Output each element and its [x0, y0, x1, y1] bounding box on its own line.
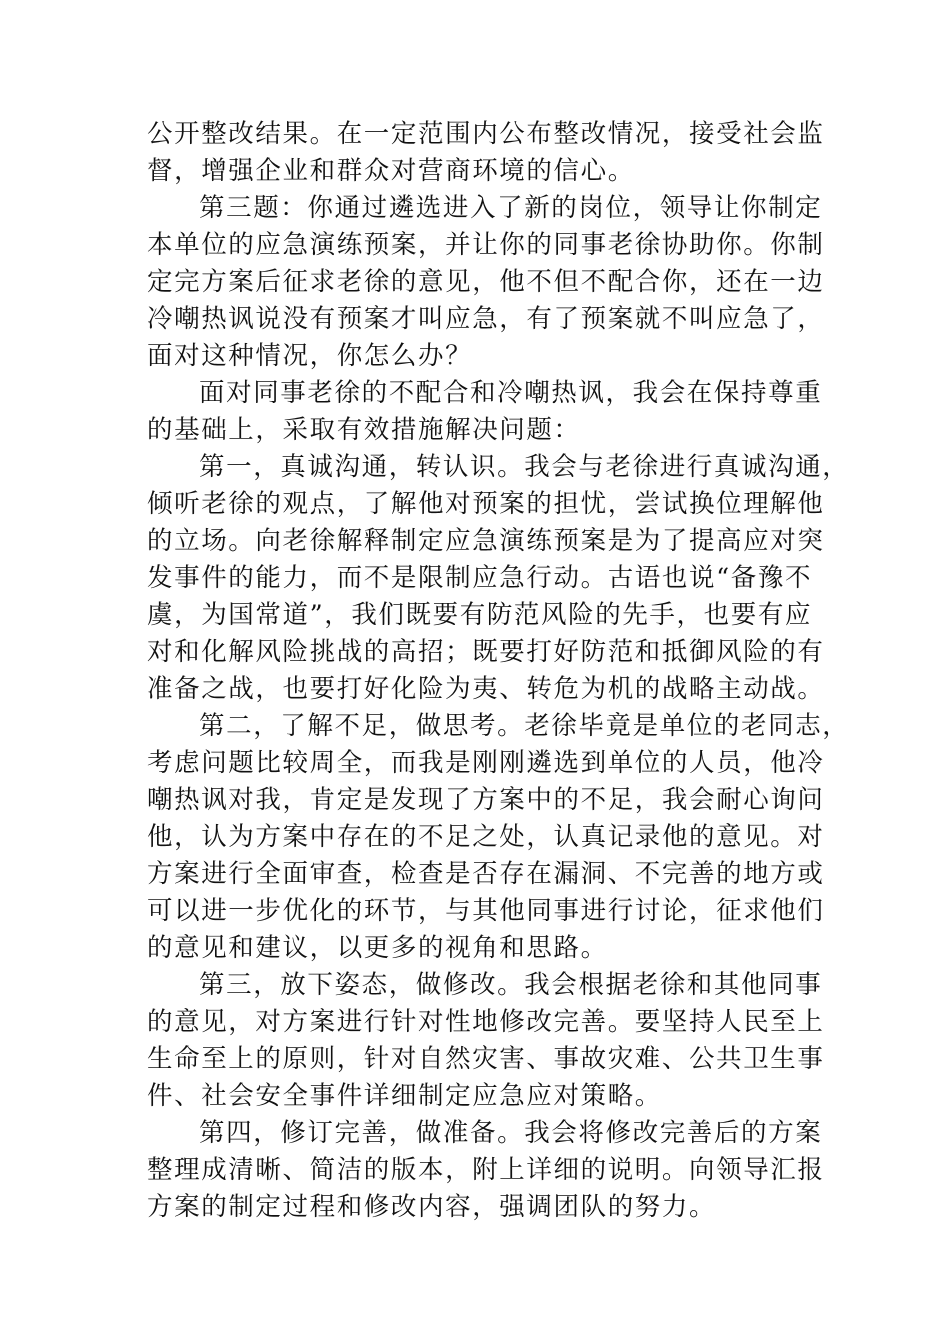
paragraph-first-line: 第四，修订完善，做准备。我会将修改完善后的方案 — [199, 1118, 823, 1148]
text-line: 可以进一步优化的环节，与其他同事进行讨论，征求他们 — [147, 896, 825, 926]
text-line: 定完方案后征求老徐的意见，他不但不配合你，还在一边 — [147, 267, 825, 297]
text-line: 方案进行全面审查，检查是否存在漏洞、不完善的地方或 — [147, 859, 825, 889]
text-line: 对和化解风险挑战的高招；既要打好防范和抵御风险的有 — [147, 637, 825, 667]
text-line: 的意见，对方案进行针对性地修改完善。要坚持人民至上 — [147, 1007, 825, 1037]
text-line: 生命至上的原则，针对自然灾害、事故灾难、公共卫生事 — [147, 1044, 825, 1074]
paragraph-first-line: 第三题：你通过遴选进入了新的岗位，领导让你制定 — [199, 193, 823, 223]
text-line: 冷嘲热讽说没有预案才叫应急，有了预案就不叫应急了， — [147, 304, 825, 334]
paragraph-first-line: 第二，了解不足，做思考。老徐毕竟是单位的老同志， — [199, 711, 850, 741]
paragraph-first-line: 第一，真诚沟通，转认识。我会与老徐进行真诚沟通， — [199, 452, 850, 482]
text-line: 准备之战，也要打好化险为夷、转危为机的战略主动战。 — [147, 674, 825, 704]
text-line: 公开整改结果。在一定范围内公布整改情况，接受社会监 — [147, 119, 825, 149]
text-line: 的基础上，采取有效措施解决问题： — [147, 415, 581, 445]
text-line: 件、社会安全事件详细制定应急应对策略。 — [147, 1081, 662, 1111]
text-line: 嘲热讽对我，肯定是发现了方案中的不足，我会耐心询问 — [147, 785, 825, 815]
text-line: 发事件的能力，而不是限制应急行动。古语也说“备豫不 — [147, 563, 813, 593]
text-line: 的意见和建议，以更多的视角和思路。 — [147, 933, 608, 963]
text-line: 督，增强企业和群众对营商环境的信心。 — [147, 156, 635, 186]
text-line: 方案的制定过程和修改内容，强调团队的努力。 — [147, 1192, 717, 1222]
text-line: 他，认为方案中存在的不足之处，认真记录他的意见。对 — [147, 822, 825, 852]
text-line: 虞，为国常道”，我们既要有防范风险的先手，也要有应 — [147, 600, 813, 630]
text-line: 整理成清晰、简洁的版本，附上详细的说明。向领导汇报 — [147, 1155, 825, 1185]
paragraph-first-line: 第三，放下姿态，做修改。我会根据老徐和其他同事 — [199, 970, 823, 1000]
document-body — [147, 116, 850, 1226]
text-line: 考虑问题比较周全，而我是刚刚遴选到单位的人员，他冷 — [147, 748, 825, 778]
text-line: 面对这种情况，你怎么办？ — [147, 341, 473, 371]
text-line: 的立场。向老徐解释制定应急演练预案是为了提高应对突 — [147, 526, 825, 556]
text-line: 倾听老徐的观点，了解他对预案的担忧，尝试换位理解他 — [147, 489, 825, 519]
paragraph-first-line: 面对同事老徐的不配合和冷嘲热讽，我会在保持尊重 — [199, 378, 823, 408]
text-line: 本单位的应急演练预案，并让你的同事老徐协助你。你制 — [147, 230, 825, 260]
